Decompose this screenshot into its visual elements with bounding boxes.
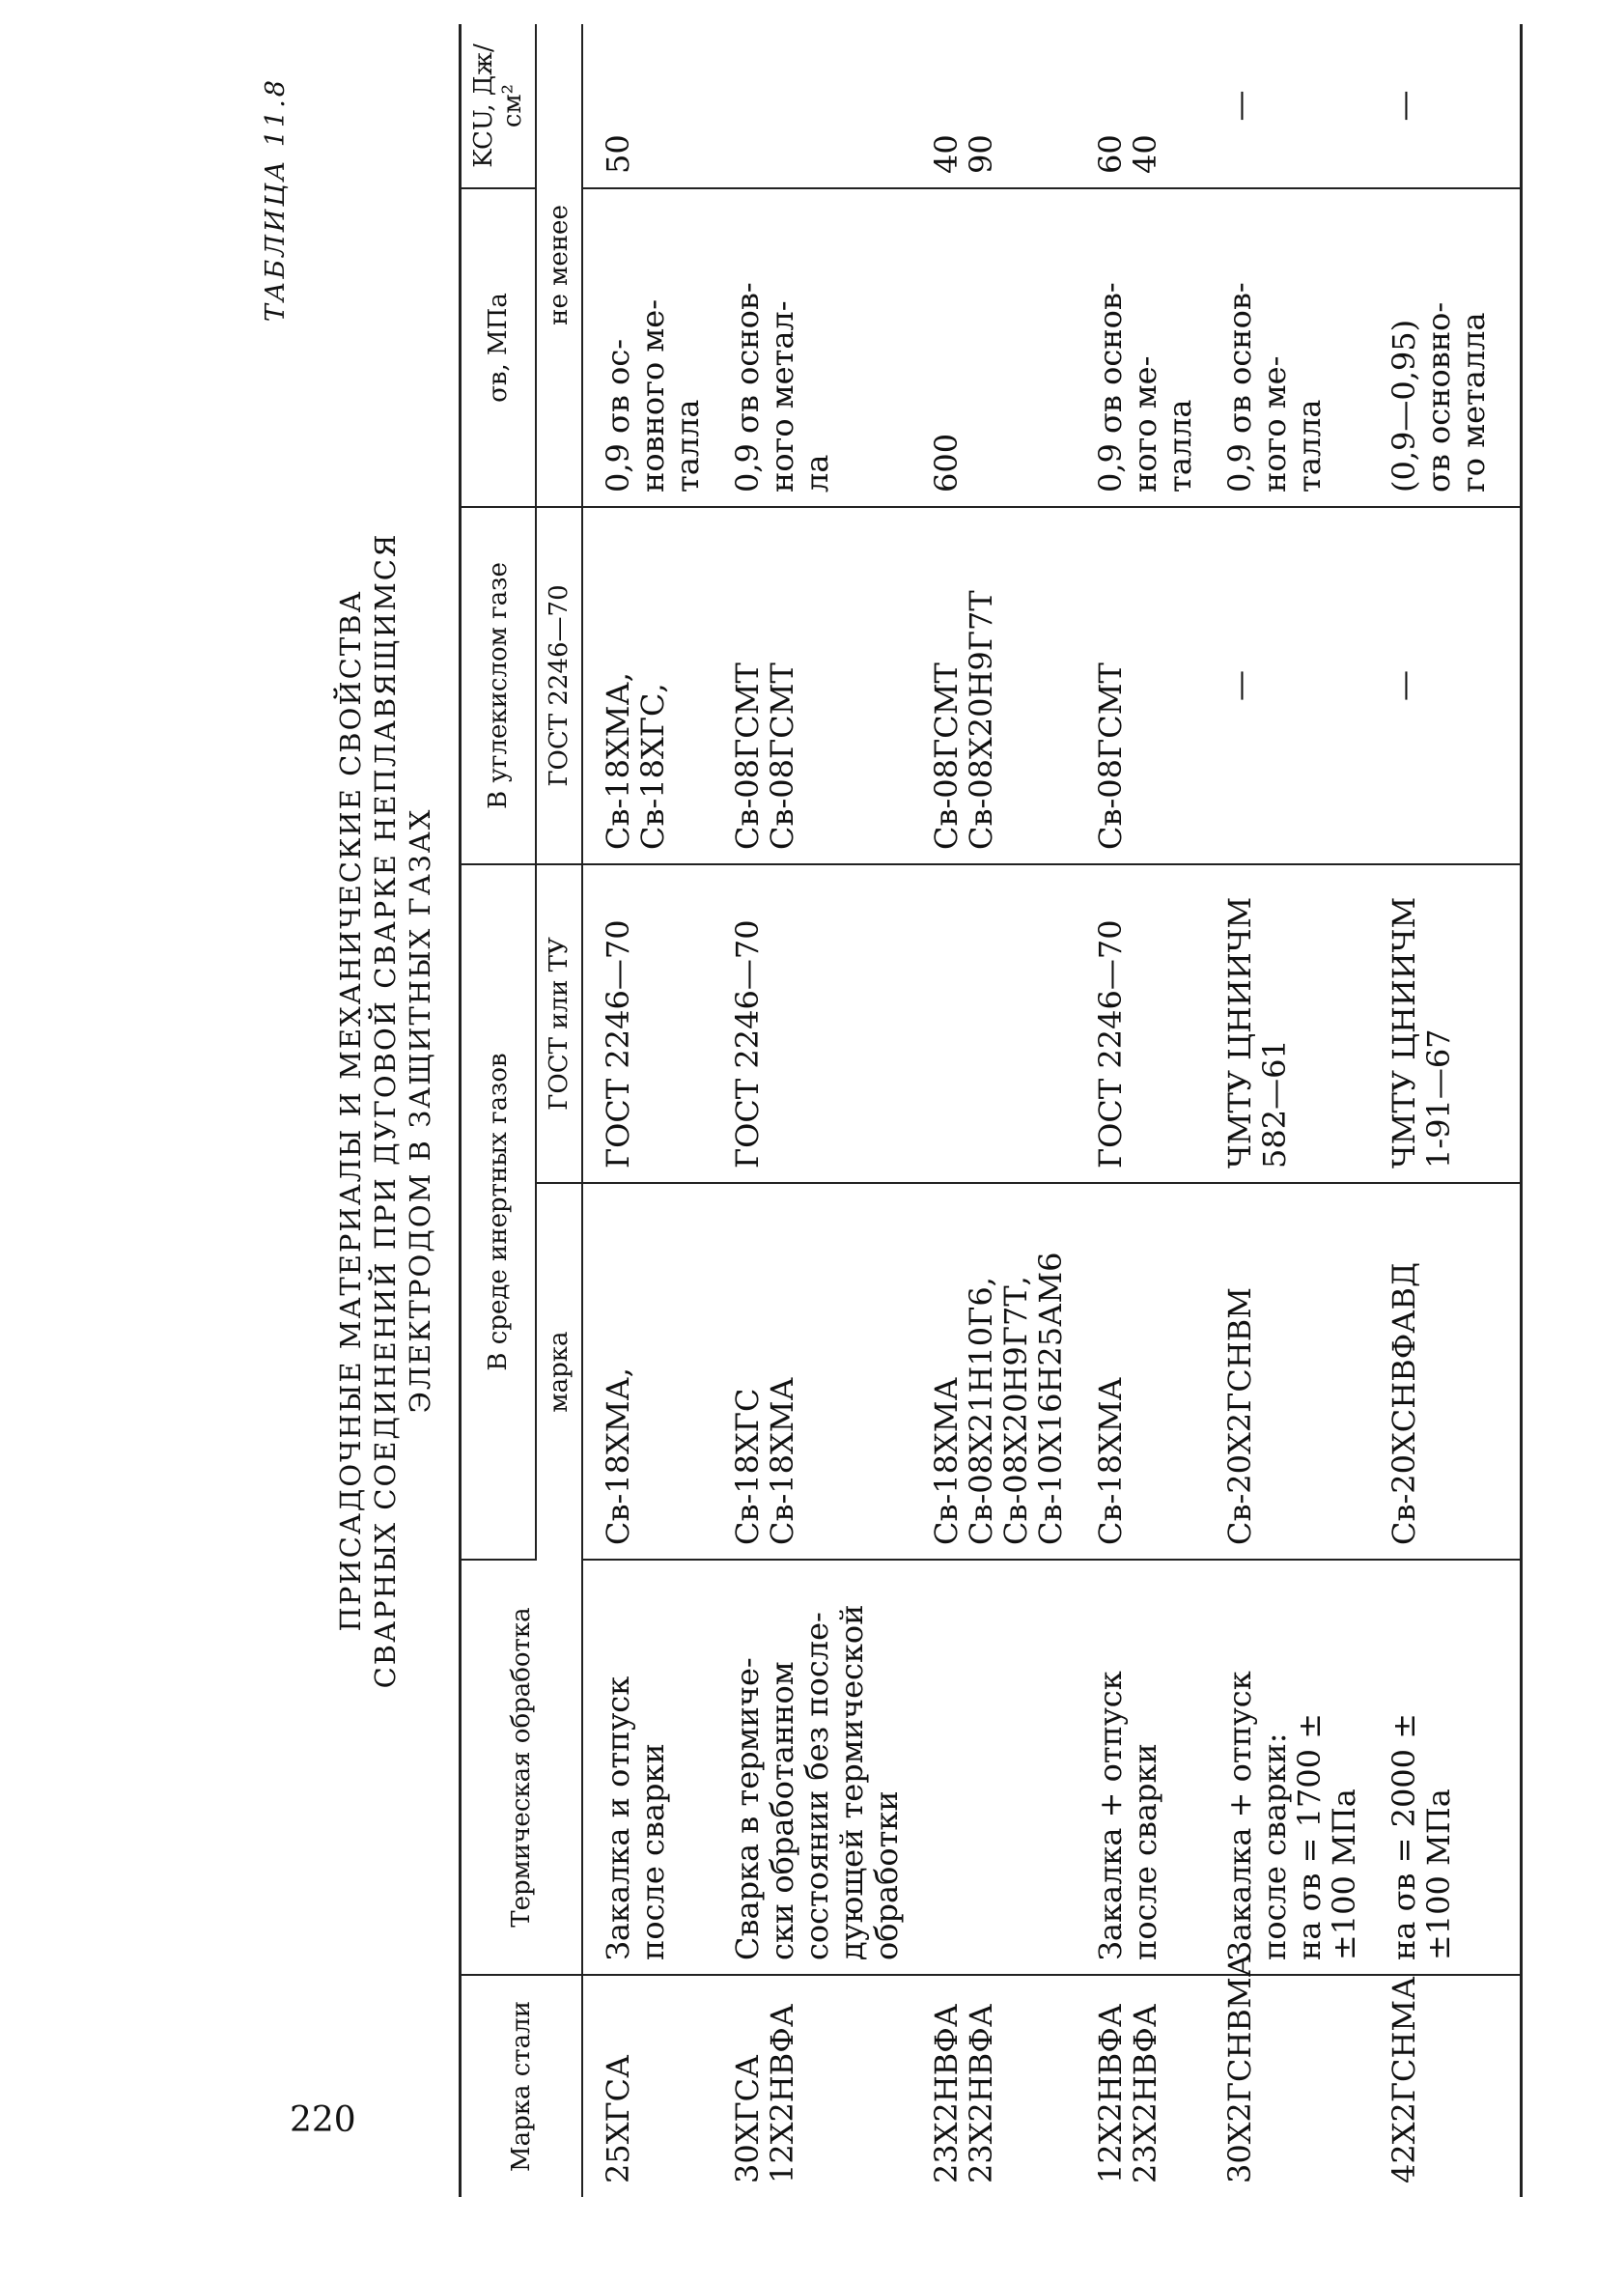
cell-kcu-line: 40 bbox=[928, 134, 965, 174]
cell-steel-grade bbox=[713, 1975, 911, 2197]
cell-steel-grade-line: 42Х2ГСНМА bbox=[1386, 1976, 1422, 2183]
cell-steel-grade-line: 12Х2НВФА bbox=[1092, 2003, 1129, 2183]
table-label: ТАБЛИЦА 11.8 bbox=[261, 77, 291, 323]
header-inert-grade: марка bbox=[536, 1183, 582, 1560]
cell-inert-grade bbox=[1076, 1183, 1205, 1560]
cell-strength-line: 0,9 σв ос- bbox=[600, 338, 636, 493]
header-kcu: KCU, Дж/см² bbox=[461, 24, 537, 188]
cell-strength bbox=[1369, 188, 1522, 507]
cell-co2-wire bbox=[1205, 507, 1369, 864]
header-steel-grade: Марка стали bbox=[461, 1975, 583, 2197]
cell-inert-grade-line: Св-08Х20Н9Г7Т, bbox=[997, 1276, 1034, 1545]
cell-steel-grade-line: 23Х2НВФА bbox=[1127, 2003, 1163, 2183]
cell-heat-treatment bbox=[911, 1560, 1076, 1975]
header-inert-gases: В среде инертных газов bbox=[461, 864, 537, 1560]
cell-strength-line: ного ме- bbox=[1256, 355, 1293, 493]
cell-strength-line: 600 bbox=[928, 433, 965, 493]
cell-inert-standard bbox=[1205, 864, 1369, 1183]
cell-strength bbox=[1076, 188, 1205, 507]
cell-strength-line: 0,9 σв основ- bbox=[1092, 282, 1129, 493]
cell-inert-grade bbox=[911, 1183, 1076, 1560]
title-line: ПРИСАДОЧНЫЕ МАТЕРИАЛЫ И МЕХАНИЧЕСКИЕ СВОЙСТВА bbox=[334, 589, 367, 1632]
cell-inert-standard-line: ГОСТ 2246—70 bbox=[1092, 919, 1129, 1169]
cell-strength bbox=[1205, 188, 1369, 507]
cell-heat-treatment-line: Сварка в термиче- bbox=[729, 1657, 766, 1960]
cell-strength-line: талла bbox=[669, 399, 706, 493]
cell-heat-treatment-line: на σв = 1700 ± bbox=[1291, 1712, 1328, 1960]
header-inert-standard: ГОСТ или ТУ bbox=[536, 864, 582, 1183]
cell-co2-wire-line: Св-18ХМА, bbox=[600, 672, 636, 850]
cell-strength-line: (0,9—0,95) bbox=[1386, 319, 1422, 493]
cell-heat-treatment bbox=[1076, 1560, 1205, 1975]
cell-kcu bbox=[911, 24, 1076, 188]
table-row bbox=[911, 24, 1076, 2197]
cell-kcu bbox=[1076, 24, 1205, 188]
cell-strength bbox=[713, 188, 911, 507]
cell-strength-line: 0,9 σв основ- bbox=[729, 282, 766, 493]
cell-inert-grade-line: Св-18ХГС bbox=[729, 1388, 766, 1545]
header-not-less: не менее bbox=[536, 24, 582, 507]
cell-heat-treatment-line: после сварки bbox=[634, 1743, 671, 1960]
cell-inert-standard-line: ГОСТ 2246—70 bbox=[729, 919, 766, 1169]
cell-steel-grade bbox=[911, 1975, 1076, 2197]
cell-kcu bbox=[1205, 24, 1369, 188]
cell-co2-wire-line: Св-18ХГС, bbox=[634, 683, 671, 850]
table-row bbox=[1369, 24, 1522, 2197]
cell-inert-grade-line: Св-08Х21Н10Г6, bbox=[963, 1277, 999, 1545]
rotated-table-page bbox=[261, 0, 1624, 2221]
header-co2: В углекислом газе bbox=[461, 507, 537, 864]
cell-kcu-line: 90 bbox=[963, 134, 999, 174]
table-title bbox=[333, 0, 437, 2221]
cell-inert-grade-line: Св-18ХМА bbox=[928, 1377, 965, 1545]
table-row bbox=[713, 24, 911, 2197]
table-row bbox=[1076, 24, 1205, 2197]
cell-inert-standard bbox=[911, 864, 1076, 1183]
cell-heat-treatment bbox=[582, 1560, 713, 1975]
cell-inert-standard-line: 582—61 bbox=[1256, 1039, 1293, 1169]
cell-strength-line: 0,9 σв основ- bbox=[1221, 282, 1258, 493]
cell-inert-standard-line: ЧМТУ ЦНИИЧМ bbox=[1221, 896, 1258, 1169]
header-co2-standard: ГОСТ 2246—70 bbox=[536, 507, 582, 864]
cell-co2-wire-line: — bbox=[1386, 670, 1422, 701]
cell-kcu-line: — bbox=[1386, 90, 1422, 122]
cell-co2-wire bbox=[1076, 507, 1205, 864]
page-number: 220 bbox=[290, 2100, 356, 2140]
cell-inert-standard bbox=[582, 864, 713, 1183]
header-heat-treatment: Термическая обработка bbox=[461, 1560, 583, 1975]
table-row bbox=[1205, 24, 1369, 2197]
cell-heat-treatment bbox=[1369, 1560, 1522, 1975]
cell-heat-treatment-line: на σв = 2000 ± bbox=[1386, 1712, 1422, 1960]
cell-steel-grade-line: 23Х2НВФА bbox=[928, 2003, 965, 2183]
title-line: СВАРНЫХ СОЕДИНЕНИЙ ПРИ ДУГОВОЙ СВАРКЕ НЕПЛАВЯЩИМСЯ bbox=[369, 532, 402, 1689]
cell-heat-treatment-line: Закалка + отпуск bbox=[1221, 1671, 1258, 1960]
cell-kcu-line: — bbox=[1221, 90, 1258, 122]
cell-strength-line: талла bbox=[1162, 399, 1198, 493]
cell-strength bbox=[911, 188, 1076, 507]
cell-co2-wire-line: Св-08ГСМТ bbox=[928, 662, 965, 850]
cell-heat-treatment-line: ±100 МПа bbox=[1326, 1788, 1362, 1960]
cell-heat-treatment-line: ски обработанном bbox=[764, 1661, 800, 1960]
cell-kcu-line: 40 bbox=[1127, 134, 1163, 174]
cell-heat-treatment-line: обработки bbox=[868, 1790, 905, 1960]
cell-steel-grade bbox=[1205, 1954, 1369, 2197]
cell-kcu bbox=[582, 24, 713, 188]
cell-steel-grade bbox=[1369, 1975, 1522, 2197]
cell-strength-line: ного метал- bbox=[764, 300, 800, 493]
cell-steel-grade-line: 30ХГСА bbox=[729, 2054, 766, 2183]
filler-materials-table bbox=[459, 24, 1523, 2197]
cell-kcu-line: 60 bbox=[1092, 134, 1129, 174]
cell-kcu bbox=[1369, 24, 1522, 188]
cell-steel-grade bbox=[582, 1975, 713, 2197]
cell-co2-wire bbox=[1369, 507, 1522, 864]
cell-co2-wire bbox=[713, 507, 911, 864]
cell-kcu bbox=[713, 24, 911, 188]
cell-co2-wire-line: Св-08Х20Н9Г7Т bbox=[963, 590, 999, 850]
cell-heat-treatment-line: дующей термической bbox=[833, 1604, 870, 1960]
cell-steel-grade-line: 23Х2НВФА bbox=[963, 2003, 999, 2183]
cell-inert-grade-line: Св-18ХМА, bbox=[600, 1367, 636, 1545]
table-body bbox=[582, 24, 1522, 2197]
cell-inert-grade bbox=[713, 1183, 911, 1560]
cell-strength-line: новного ме- bbox=[634, 298, 671, 493]
cell-heat-treatment-line: Закалка и отпуск bbox=[600, 1676, 636, 1960]
cell-inert-grade-line: Св-18ХМА bbox=[1092, 1377, 1129, 1545]
title-line: ЭЛЕКТРОДОМ В ЗАЩИТНЫХ ГАЗАХ bbox=[404, 807, 436, 1414]
cell-inert-standard bbox=[713, 864, 911, 1183]
cell-inert-grade-line: Св-10Х16Н25АМ6 bbox=[1032, 1252, 1069, 1545]
cell-inert-standard-line: 1-91—67 bbox=[1420, 1028, 1457, 1169]
cell-steel-grade-line: 30Х2ГСНВМА bbox=[1221, 1954, 1258, 2183]
cell-heat-treatment bbox=[1205, 1560, 1369, 1975]
cell-strength-line: σв основно- bbox=[1420, 301, 1457, 493]
cell-heat-treatment-line: после сварки bbox=[1127, 1743, 1163, 1960]
cell-strength-line: ного ме- bbox=[1127, 355, 1163, 493]
cell-inert-grade-line: Св-20Х2ГСНВМ bbox=[1221, 1286, 1258, 1545]
cell-heat-treatment-line: Закалка + отпуск bbox=[1092, 1671, 1129, 1960]
cell-co2-wire bbox=[911, 507, 1076, 864]
cell-steel-grade-line: 25ХГСА bbox=[600, 2054, 636, 2183]
cell-inert-standard-line: ГОСТ 2246—70 bbox=[600, 919, 636, 1169]
header-strength: σв, МПа bbox=[461, 188, 537, 507]
cell-co2-wire-line: — bbox=[1221, 670, 1258, 701]
cell-strength-line: го металла bbox=[1455, 312, 1492, 493]
cell-strength bbox=[582, 188, 713, 507]
cell-inert-grade bbox=[582, 1183, 713, 1560]
cell-heat-treatment bbox=[713, 1560, 911, 1975]
cell-strength-line: ла bbox=[798, 454, 835, 493]
cell-steel-grade-line: 12Х2НВФА bbox=[764, 2003, 800, 2183]
cell-heat-treatment-line: после сварки: bbox=[1256, 1732, 1293, 1960]
cell-co2-wire bbox=[582, 507, 713, 864]
cell-steel-grade bbox=[1076, 1975, 1205, 2197]
cell-inert-grade-line: Св-20ХСНВФАВД bbox=[1386, 1261, 1422, 1545]
cell-strength-line: талла bbox=[1291, 399, 1328, 493]
cell-heat-treatment-line: ±100 МПа bbox=[1420, 1788, 1457, 1960]
cell-inert-grade-line: Св-18ХМА bbox=[764, 1377, 800, 1545]
cell-heat-treatment-line: состоянии без после- bbox=[798, 1612, 835, 1960]
cell-inert-grade bbox=[1205, 1183, 1369, 1560]
cell-kcu-line: 50 bbox=[600, 134, 636, 174]
cell-co2-wire-line: Св-08ГСМТ bbox=[764, 662, 800, 850]
cell-inert-standard-line: ЧМТУ ЦНИИЧМ bbox=[1386, 896, 1422, 1169]
cell-inert-standard bbox=[1369, 864, 1522, 1183]
cell-co2-wire-line: Св-08ГСМТ bbox=[729, 662, 766, 850]
cell-inert-standard bbox=[1076, 864, 1205, 1183]
table-row bbox=[582, 24, 713, 2197]
cell-co2-wire-line: Св-08ГСМТ bbox=[1092, 662, 1129, 850]
cell-inert-grade bbox=[1369, 1183, 1522, 1560]
